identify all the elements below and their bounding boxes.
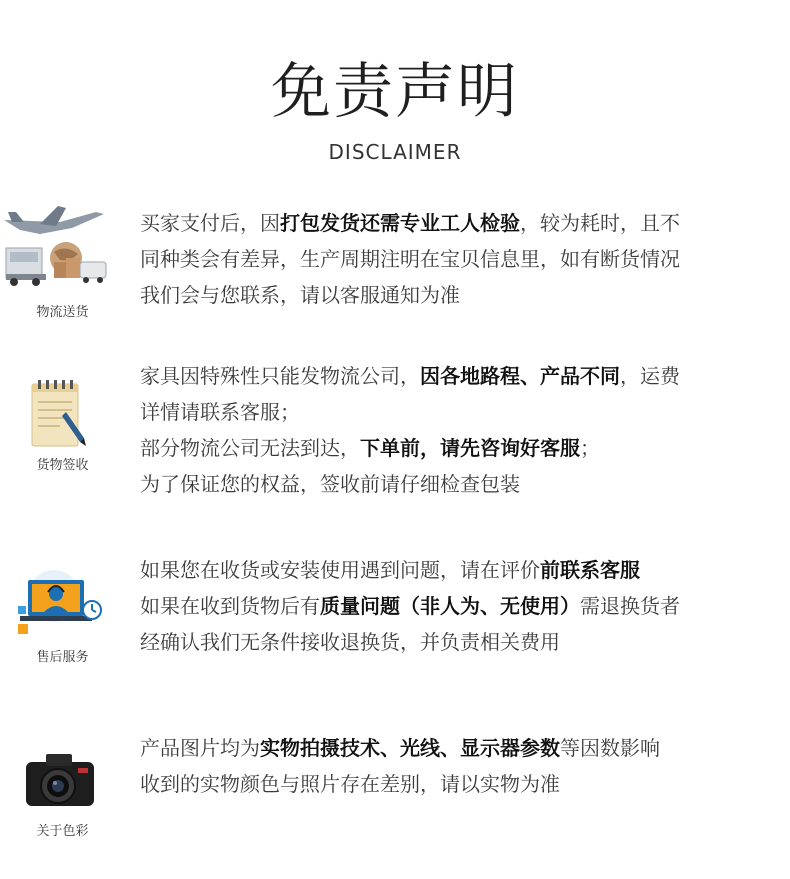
text-segment: 如果您在收货或安装使用遇到问题，请在评价 — [140, 558, 540, 582]
text-segment: ，运费 — [620, 364, 680, 388]
section-text — [140, 205, 780, 313]
text-line — [140, 241, 780, 277]
bold-text: 因各地路程、产品不同 — [420, 364, 620, 388]
section-receiving — [0, 350, 790, 500]
bold-text: 实物拍摄技术、光线、显示器参数 — [260, 736, 560, 760]
section-text — [140, 730, 780, 802]
text-line — [140, 394, 780, 430]
color-icon-box — [0, 728, 125, 858]
text-segment: 经确认我们无条件接收退换货，并负责相关费用 — [140, 630, 560, 654]
text-line — [140, 766, 780, 802]
bold-text: 下单前，请先咨询好客服 — [360, 436, 580, 460]
section-logistics — [0, 195, 790, 335]
bold-text: 质量问题（非人为、无使用） — [320, 594, 580, 618]
section-text — [140, 552, 780, 660]
logistics-icon — [0, 200, 112, 290]
section-label: 售后服务 — [36, 650, 89, 665]
section-text — [140, 358, 780, 502]
text-line — [140, 358, 780, 394]
text-segment: 家具因特殊性只能发物流公司， — [140, 364, 420, 388]
text-line — [140, 205, 780, 241]
section-label: 物流送货 — [36, 305, 89, 320]
text-segment: 部分物流公司无法到达， — [140, 436, 360, 460]
receiving-icon-box — [0, 350, 125, 480]
after-sales-icon-box — [0, 548, 125, 678]
section-label: 关于色彩 — [36, 824, 89, 839]
camera-icon — [24, 750, 96, 810]
bold-text: 前联系客服 — [540, 558, 640, 582]
text-segment: ，较为耗时，且不 — [520, 211, 680, 235]
text-segment: 等因数影响 — [560, 736, 660, 760]
text-line — [140, 277, 780, 313]
text-segment: ； — [580, 436, 600, 460]
text-line — [140, 624, 780, 660]
text-line — [140, 466, 780, 502]
text-line — [140, 730, 780, 766]
text-line — [140, 430, 780, 466]
text-segment: 详情请联系客服； — [140, 400, 300, 424]
text-segment: 产品图片均为 — [140, 736, 260, 760]
bold-text: 打包发货还需专业工人检验 — [280, 211, 520, 235]
logistics-icon-box — [0, 195, 125, 325]
text-segment: 同种类会有差异，生产周期注明在宝贝信息里，如有断货情况 — [140, 247, 680, 271]
customer-service-icon — [14, 566, 104, 636]
page-subtitle: DISCLAIMER — [328, 140, 462, 164]
text-line — [140, 588, 780, 624]
section-color — [0, 728, 790, 868]
section-after-sales — [0, 548, 790, 678]
text-segment: 需退换货者 — [580, 594, 680, 618]
text-line — [140, 552, 780, 588]
text-segment: 买家支付后，因 — [140, 211, 280, 235]
text-segment: 为了保证您的权益，签收前请仔细检查包装 — [140, 472, 520, 496]
text-segment: 如果在收到货物后有 — [140, 594, 320, 618]
text-segment: 收到的实物颜色与照片存在差别，请以实物为准 — [140, 772, 560, 796]
text-segment: 我们会与您联系，请以客服通知为准 — [140, 283, 460, 307]
notepad-icon — [30, 378, 90, 450]
section-label: 货物签收 — [36, 458, 89, 473]
page-title: 免责声明 — [271, 57, 519, 127]
